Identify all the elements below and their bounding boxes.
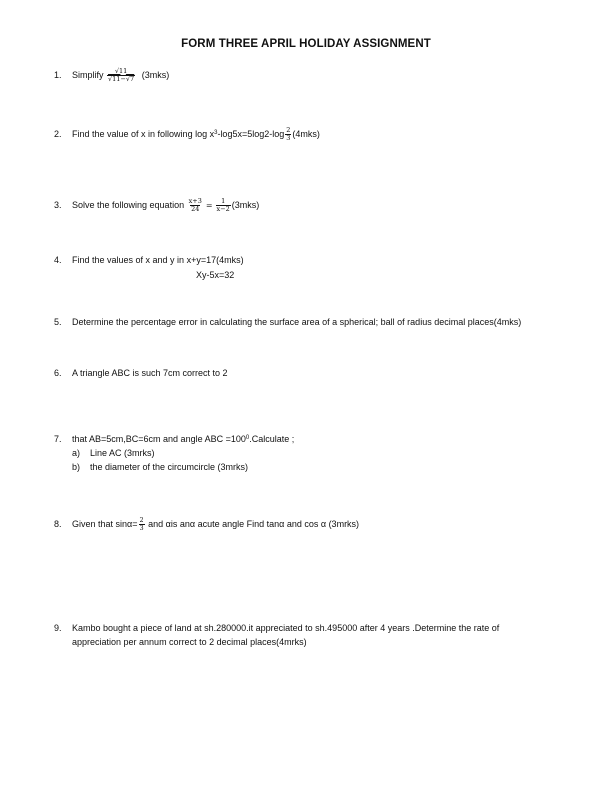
question-text-cont: appreciation per annum correct to 2 decimal places(4mrks) [72,637,307,647]
marks: (3mks) [141,70,170,80]
equals-sign: = [205,201,213,210]
fraction-denominator: x−2 [216,205,230,214]
denominator-term-a: √11 [108,75,121,84]
question-number: 3. [54,200,62,210]
question-text [72,517,359,532]
question-stem: Solve the following equation [72,200,185,210]
sub-question-b [72,460,248,474]
question-number: 4. [54,255,62,265]
page-title: FORM THREE APRIL HOLIDAY ASSIGNMENT [181,38,431,50]
question-stem-cont: and αis anα acute angle Find tanα and cos α (3mrks) [145,519,360,529]
question-stem: Given that sinα= [72,519,138,529]
fraction [139,517,145,532]
question-text [72,68,169,83]
lhs-fraction [188,198,203,213]
question-text: A triangle ABC is such 7cm correct to 2 [72,368,228,378]
question-stem-cont: -log5x=5log2-log [217,129,285,139]
question-stem: Find the value of x in following log x [72,129,215,139]
question-number: 5. [54,317,62,327]
fraction-denominator: 24 [191,205,200,214]
question-number: 1. [54,70,62,80]
question-number: 2. [54,129,62,139]
question-text [72,432,294,446]
denominator-term-b: √7 [125,75,135,84]
marks: (4mks) [292,129,320,139]
fraction-denominator [107,75,135,83]
question-number: 8. [54,519,62,529]
question-stem-cont: .Calculate ; [249,434,295,444]
fraction-numerator: 2 [139,516,144,525]
question-stem: Simplify [72,70,104,80]
sub-question-letter: b) [72,462,81,472]
question-text: Kambo bought a piece of land at sh.280000.it appreciated to sh.495000 after 4 years .Determine the rate of [72,623,500,633]
fraction-denominator: 3 [286,134,291,143]
question-number: 9. [54,623,62,633]
sub-question-a [72,446,155,460]
degree-superscript: 0 [245,435,250,441]
rhs-fraction [216,198,231,213]
marks: (3mks) [231,200,260,210]
fraction-numerator: 2 [286,126,291,135]
sub-question-text: Line AC (3mrks) [90,448,155,458]
question-stem: that AB=5cm,BC=6cm and angle ABC =100 [72,434,246,444]
question-equation: Xy-5x=32 [196,270,235,280]
denominator-operator: − [120,75,126,84]
fraction-numerator: √11 [114,67,128,76]
fraction-numerator: 1 [221,197,226,206]
sub-question-letter: a) [72,448,81,458]
question-text: Determine the percentage error in calculating the surface area of a spherical; ball of radius decimal places(4mks) [72,317,522,327]
exponent: 3 [214,130,218,136]
fraction-denominator: 3 [139,524,144,533]
question-number: 6. [54,368,62,378]
question-number: 7. [54,434,62,444]
fraction [107,68,135,83]
question-text: Find the values of x and y in x+y=17(4mks) [72,255,244,265]
question-text [72,127,320,142]
question-text [72,198,259,213]
sub-question-text: the diameter of the circumcircle (3mrks) [90,462,249,472]
fraction-numerator: x+3 [188,197,202,206]
fraction [285,127,291,142]
